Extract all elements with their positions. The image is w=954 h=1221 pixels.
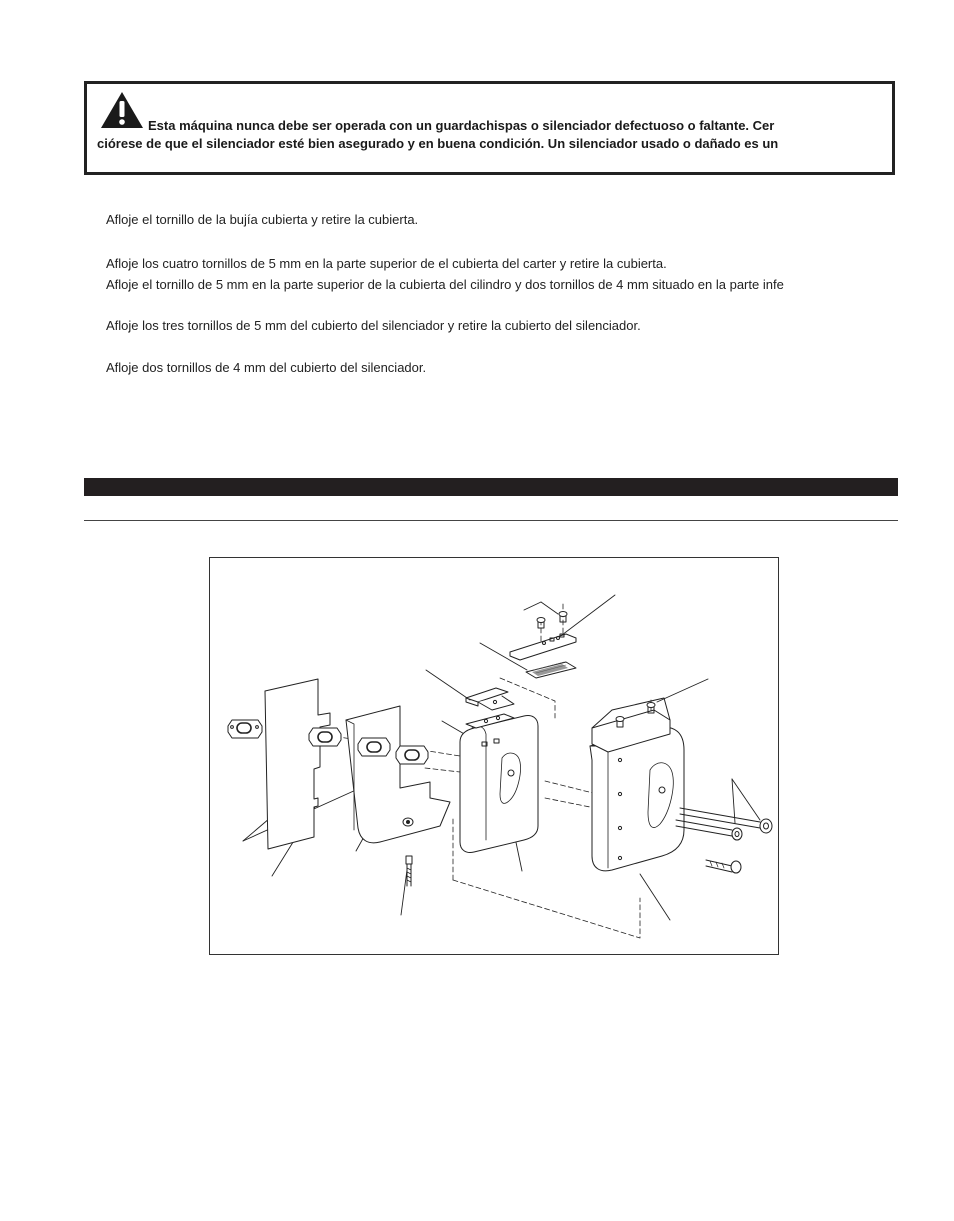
warning-box <box>84 81 895 175</box>
spark-arrester-bracket <box>466 688 514 710</box>
gasket-on-plate <box>309 728 341 746</box>
muffler-body <box>460 715 538 852</box>
step-4: Afloje los tres tornillos de 5 mm del cubierto del silenciador y retire la cubierto del silenciador. <box>106 318 641 333</box>
warning-triangle-icon <box>100 91 144 129</box>
bottom-bolt <box>406 856 412 886</box>
gasket-left <box>228 720 262 738</box>
gasket-shield-1 <box>358 738 390 756</box>
screw-top-left <box>537 618 545 629</box>
step-3: Afloje el tornillo de 5 mm en la parte superior de la cubierta del cilindro y dos tornillos de 4 mm situado en la parte infe <box>106 277 784 292</box>
insulator-plate <box>265 679 330 849</box>
spark-arrester-cover <box>510 634 576 660</box>
muffler-exploded-diagram <box>209 557 779 955</box>
section-divider <box>84 520 898 521</box>
step-1: Afloje el tornillo de la bujía cubierta y retire la cubierta. <box>106 212 419 227</box>
heat-shield <box>346 706 450 843</box>
spark-arrester-screen <box>526 662 576 678</box>
diagram-canvas <box>210 558 778 954</box>
warning-text-line-2: ciórese de que el silenciador esté bien asegurado y en buena condición. Un silenciador usado o dañado es un <box>97 136 779 151</box>
step-2: Afloje los cuatro tornillos de 5 mm en la parte superior de el cubierta del carter y retire la cubierta. <box>106 256 667 271</box>
warning-text-line-1: Esta máquina nunca debe ser operada con un guardachispas o silenciador defectuoso o faltante. Cer <box>148 118 775 133</box>
short-bolt-lower <box>706 860 741 873</box>
gasket-shield-2 <box>396 746 428 764</box>
section-header-bar <box>84 478 898 496</box>
step-5: Afloje dos tornillos de 4 mm del cubierto del silenciador. <box>106 360 427 375</box>
